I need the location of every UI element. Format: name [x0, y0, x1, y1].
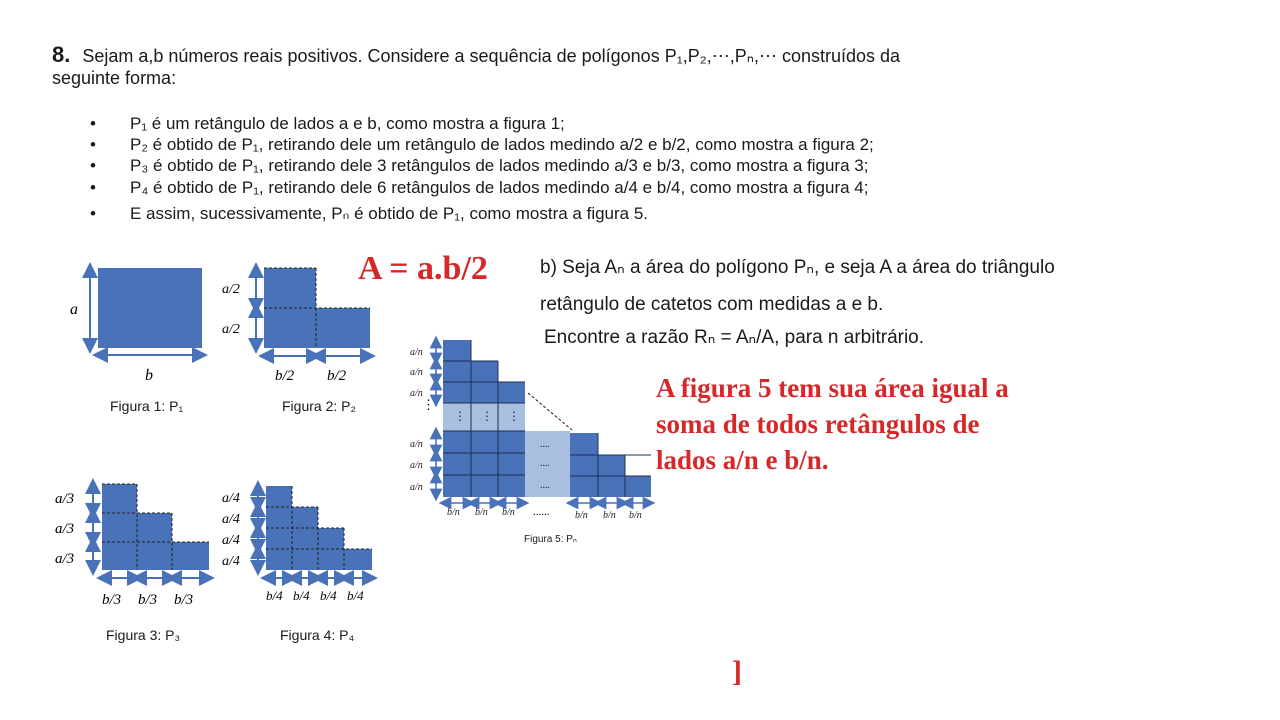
bracket-mark: ]	[732, 655, 742, 688]
part-b-line1: b) Seja Aₙ a área do polígono Pₙ, e seja A a área do triângulo	[540, 257, 1055, 278]
fig4-side-label: a/4	[222, 512, 240, 527]
fig3-bottom-label: b/3	[102, 592, 122, 608]
svg-text:....: ....	[540, 458, 550, 469]
fig3-bottom-label: b/3	[174, 592, 194, 608]
fig5-bottom-label: b/n	[475, 507, 488, 518]
figure-3	[55, 484, 209, 608]
figure-5	[410, 340, 651, 521]
figure-1-caption: Figura 1: P₁	[110, 398, 184, 414]
fig2-side-label: a/2	[222, 322, 240, 337]
fig2-side-label: a/2	[222, 282, 240, 297]
fig5-bottom-label: b/n	[502, 507, 515, 518]
fig5-bottom-label: b/n	[629, 510, 642, 521]
bullet-item: • P₂ é obtido de P₁, retirando dele um retângulo de lados medindo a/2 e b/2, como mostra a figura 2;	[95, 135, 874, 155]
problem-number: 8.	[52, 42, 71, 67]
fig5-side-label: a/n	[410, 367, 423, 378]
part-b-line3: Encontre a razão Rₙ = Aₙ/A, para n arbitrário.	[544, 327, 925, 348]
fig3-side-label: a/3	[55, 491, 75, 507]
figure-4	[222, 486, 372, 603]
fig4-side-label: a/4	[222, 533, 240, 548]
bullet-item: • E assim, sucessivamente, Pₙ é obtido de P₁, como mostra a figura 5.	[95, 204, 648, 224]
svg-text:....: ....	[540, 439, 550, 450]
figure-3-caption: Figura 3: P₃	[106, 627, 181, 643]
figure-5-caption: Figura 5: Pₙ	[524, 534, 577, 545]
figure-2	[222, 268, 370, 384]
fig4-side-label: a/4	[222, 554, 240, 569]
fig5-bottom-label: b/n	[575, 510, 588, 521]
fig3-side-label: a/3	[55, 521, 75, 537]
fig5-side-label: a/n	[410, 460, 423, 471]
fig2-bottom-label: b/2	[275, 368, 295, 384]
fig1-bottom-label: b	[145, 367, 153, 384]
fig5-side-label: a/n	[410, 388, 423, 399]
fig4-bottom-label: b/4	[266, 588, 283, 603]
fig3-side-label: a/3	[55, 551, 75, 567]
fig5-side-label: a/n	[410, 482, 423, 493]
fig5-bottom-label: b/n	[603, 510, 616, 521]
svg-text:⋮: ⋮	[508, 409, 520, 423]
fig4-bottom-label: b/4	[293, 588, 310, 603]
fig5-bottom-label: b/n	[447, 507, 460, 518]
fig1-side-label: a	[70, 301, 78, 318]
fig5-ellipsis: ......	[533, 506, 550, 518]
svg-text:....: ....	[540, 480, 550, 491]
fig4-side-label: a/4	[222, 491, 240, 506]
fig2-bottom-label: b/2	[327, 368, 347, 384]
fig5-side-label: a/n	[410, 439, 423, 450]
bullet-item: • P₃ é obtido de P₁, retirando dele 3 retângulos de lados medindo a/3 e b/3, como mostra a figura 3;	[95, 156, 868, 176]
area-formula-annotation: A = a.b/2	[358, 250, 488, 287]
problem-intro-line2: seguinte forma:	[52, 68, 177, 88]
svg-text:⋮: ⋮	[454, 409, 466, 423]
fig2-block	[316, 308, 370, 348]
fig5-side-label: a/n	[410, 347, 423, 358]
fig3-bottom-label: b/3	[138, 592, 158, 608]
figure-1	[70, 268, 202, 384]
figure-2-caption: Figura 2: P₂	[282, 398, 356, 414]
svg-text:⋮: ⋮	[481, 409, 493, 423]
figure-4-caption: Figura 4: P₄	[280, 627, 355, 643]
fig4-bottom-label: b/4	[320, 588, 337, 603]
part-b-line2: retângulo de catetos com medidas a e b.	[540, 294, 884, 315]
problem-intro-line1: 8. Sejam a,b números reais positivos. Considere a sequência de polígonos P₁,P₂,⋯,Pₙ,⋯ construídos da	[52, 42, 901, 67]
fig4-bottom-label: b/4	[347, 588, 364, 603]
answer-line1: A figura 5 tem sua área igual a	[656, 373, 1009, 403]
bullet-item: • P₄ é obtido de P₁, retirando dele 6 retângulos de lados medindo a/4 e b/4, como mostra a figura 4;	[95, 178, 868, 198]
svg-text:⋮: ⋮	[422, 397, 435, 412]
bullet-item: • P₁ é um retângulo de lados a e b, como mostra a figura 1;	[95, 114, 565, 134]
fig1-rectangle	[98, 268, 202, 348]
answer-line3: lados a/n e b/n.	[656, 445, 829, 475]
answer-line2: soma de todos retângulos de	[656, 409, 980, 439]
